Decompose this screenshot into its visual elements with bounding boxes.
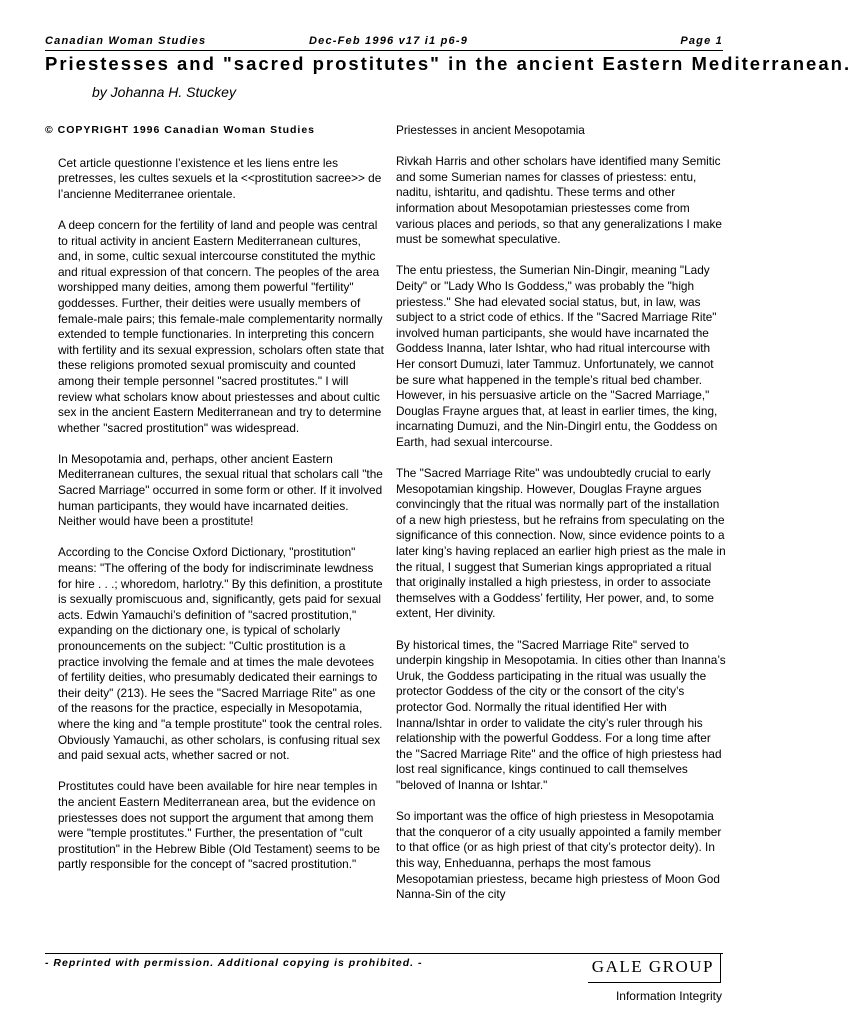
running-header xyxy=(45,35,723,50)
article-byline: by Johanna H. Stuckey xyxy=(92,84,236,100)
right-column xyxy=(396,123,726,918)
logo-tagline: Information Integrity xyxy=(615,989,722,1003)
reprint-notice: - Reprinted with permission. Additional copying is prohibited. - xyxy=(45,957,423,969)
logo-text: GALE GROUP xyxy=(591,957,714,976)
paragraph: According to the Concise Oxford Dictionary, "prostitution" means: "The offering of the body for indiscriminate lewdness for hire . . .; whoredom, harlotry." By this definition, a prostitute is sexually promiscuous and, significantly, gets paid for sexual acts. Edwin Yamauchi’s definition of "sacred prostitution," expanding on the dictionary one, is typical of scholarly pronouncements on the subject: "Cultic prostitution is a practice involving the female and at times the male devotees of fertility deities, who presumably dedicated their earnings to their deity" (213). He sees the "Sacred Marriage Rite" as one of the reasons for the practice, especially in Mesopotamia, where the king and "a temple prostitute" took the central roles. Obviously Yamauchi, as other scholars, is confusing ritual sex and paid sexual acts, whether sacred or not. xyxy=(58,545,383,763)
paragraph: In Mesopotamia and, perhaps, other ancient Eastern Mediterranean cultures, the sexual ritual that scholars call "the Sacred Marriage" occurred in some form or other. If it involved human participants, they would have incarnated deities. Neither would have been a prostitute! xyxy=(58,451,383,529)
paragraph: The entu priestess, the Sumerian Nin-Dingir, meaning "Lady Deity" or "Lady Who Is Goddess," was probably the "high priestess." She had elevated social status, but, in law, was subject to a strict code of ethics. If the "Sacred Marriage Rite" involved human participants, she would have incarnated the Goddess Inanna, later Ishtar, who had ritual intercourse with Her consort Dumuzi, later Tammuz. Unfortunately, we cannot be sure what happened in the temple’s ritual bed chamber. However, in his persuasive article on the "Sacred Marriage," Douglas Frayne argues that, at least in earlier times, the king, incarnating Dumuzi, and the Nin-Dingirl entu, the Goddess on Earth, had sexual intercourse. xyxy=(396,263,718,449)
paragraph: Prostitutes could have been available for hire near temples in the ancient Eastern Mediterranean area, but the evidence on priestesses does not support the argument that among them were "temple prostitutes." Further, the presentation of "cult prostitution" in the Hebrew Bible (Old Testament) seems to be partly responsible for the concept of "sacred prostitution." xyxy=(58,779,380,872)
journal-name: Canadian Woman Studies xyxy=(45,35,207,47)
paragraph: Rivkah Harris and other scholars have identified many Semitic and some Sumerian names for classes of priestess: entu, naditu, ishtaritu, and qadishtu. These terms and other information about Mesopotamian priestesses come from various places and periods, so that any generalizations I make must be somewhat speculative. xyxy=(396,154,722,247)
paragraph: By historical times, the "Sacred Marriage Rite" served to underpin kingship in Mesopotamia. In cities other than Inanna’s Uruk, the Goddess participating in the ritual was usually the protector Goddess of the city or the consort of the city’s protector God. Normally the ritual identified Her with Inanna/Ishtar in order to validate the city’s ruler through his relationship with the powerful Goddess. For a long time after the "Sacred Marriage Rite" and the office of high priestess had lost real significance, kings continued to call themselves "beloved of Inanna or Ishtar." xyxy=(396,637,726,792)
section-heading: Priestesses in ancient Mesopotamia xyxy=(396,123,585,137)
gale-group-logo xyxy=(588,954,721,983)
header-divider xyxy=(45,50,723,51)
left-column xyxy=(45,123,385,889)
paragraph: A deep concern for the fertility of land and people was central to ritual activity in ancient Eastern Mediterranean cultures, and, in some, cultic sexual intercourse constituted the mythic and ritual expression of that concern. The peoples of the area worshipped many deities, among them powerful "fertility" goddesses. Further, their deities were usually members of female-male pairs; this female-male complementarity normally extended to temple functionaries. In interpreting this concern with fertility and its sexual expression, scholars often state that these religions promoted sexual promiscuity and counted among their temple personnel "sacred prostitutes." I will review what scholars know about priestesses and about cultic sex in the ancient Eastern Mediterranean and try to determine whether "sacred prostitution" was widespread. xyxy=(58,217,384,435)
article-title: Priestesses and "sacred prostitutes" in the ancient Eastern Mediterranean. xyxy=(45,53,851,74)
issue-info: Dec-Feb 1996 v17 i1 p6-9 xyxy=(309,35,469,47)
paragraph: Cet article questionne l’existence et les liens entre les pretresses, les cultes sexuels et la <<prostitution sacree>> de l’ancienne Mediterranee orientale. xyxy=(58,155,382,201)
page-number: Page 1 xyxy=(680,35,723,47)
paragraph: So important was the office of high priestess in Mesopotamia that the conqueror of a city usually appointed a family member to that office (or as high priest of that city’s protector deity). In this way, Enheduanna, perhaps the most famous Mesopotamian priestess, became high priestess of Moon God Nanna-Sin of the city xyxy=(396,809,722,902)
paragraph: The "Sacred Marriage Rite" was undoubtedly crucial to early Mesopotamian kingship. However, Douglas Frayne argues convincingly that the ritual was normally part of the installation of a new high priestess, but he refrains from speculating on the significance of this connection. Now, since evidence points to a later king’s having replaced an earlier high priest as the male in the ritual, I suggest that Sumerian kings appropriated a ritual that originally installed a high priestess, in order to associate themselves with a Goddess’ fertility, Her power, and, to some extent, Her divinity. xyxy=(396,466,726,621)
copyright-line: © COPYRIGHT 1996 Canadian Woman Studies xyxy=(45,124,316,136)
